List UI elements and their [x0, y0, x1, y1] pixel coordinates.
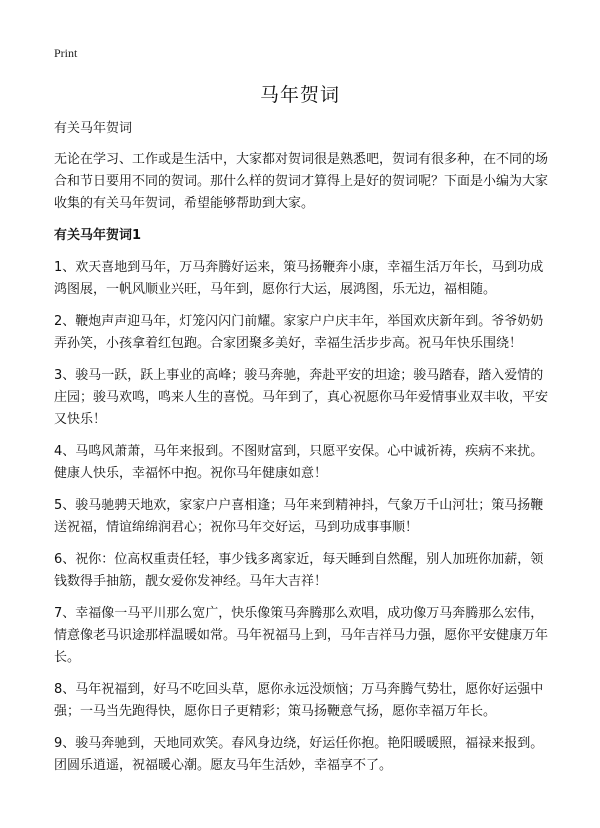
- page-title: 马年贺词: [259, 84, 340, 106]
- greeting-paragraph-1: 1、欢天喜地到马年，万马奔腾好运来，策马扬鞭奔小康，幸福生活万年长，马到功成鸿图展，一帆风顺业兴旺，马年到，愿你行大运，展鸿图，乐无边，福相随。: [54, 260, 544, 297]
- article-body: [54, 118, 554, 787]
- article-subtitle: 有关马年贺词: [54, 121, 133, 136]
- greeting-paragraph-7: 7、幸福像一马平川那么宽广，快乐像策马奔腾那么欢唱，成功像万马奔腾那么宏伟，情意像老马识途那样温暖如常。马年祝福马上到，马年吉祥马力强，愿你平安健康万年长。: [54, 606, 549, 665]
- section-heading: 有关马年贺词1: [54, 228, 142, 243]
- greeting-paragraph-4: 4、马鸣风萧萧，马年来报到。不图财富到，只愿平安保。心中诚祈祷，疾病不来扰。健康人快乐，幸福怀中抱。祝你马年健康如意！: [54, 444, 544, 481]
- greeting-paragraph-9: 9、骏马奔驰到，天地同欢笑。春风身边绕，好运任你抱。艳阳暖暖照，福禄来报到。团圆乐逍遥，祝福暖心潮。愿友马年生活妙，幸福享不了。: [54, 736, 544, 773]
- greeting-paragraph-5: 5、骏马驰骋天地欢，家家户户喜相逢；马年来到精神抖，气象万千山河壮；策马扬鞭送祝福，情谊绵绵润君心；祝你马年交好运，马到功成事事顺！: [54, 498, 544, 535]
- print-link[interactable]: Print: [54, 46, 78, 60]
- greeting-paragraph-6: 6、祝你：位高权重责任轻，事少钱多离家近，每天睡到自然醒，别人加班你加薪，领钱数得手抽筋，靓女爱你发神经。马年大吉祥！: [54, 552, 544, 589]
- intro-paragraph: 无论在学习、工作或是生活中，大家都对贺词很是熟悉吧，贺词有很多种，在不同的场合和节日要用不同的贺词。那什么样的贺词才算得上是好的贺词呢？下面是小编为大家收集的有关马年贺词，希望能够帮助到大家。: [54, 152, 549, 211]
- greeting-paragraph-8: 8、马年祝福到，好马不吃回头草，愿你永远没烦恼；万马奔腾气势壮，愿你好运强中强；一马当先跑得快，愿你日子更精彩；策马扬鞭意气扬，愿你幸福万年长。: [54, 682, 544, 719]
- greeting-paragraph-3: 3、骏马一跃，跃上事业的高峰；骏马奔驰，奔赴平安的坦途；骏马踏春，踏入爱情的庄园；骏马欢鸣，鸣来人生的喜悦。马年到了，真心祝愿你马年爱情事业双丰收，平安又快乐！: [54, 368, 549, 427]
- greeting-paragraph-2: 2、鞭炮声声迎马年，灯笼闪闪门前耀。家家户户庆丰年，举国欢庆新年到。爷爷奶奶弄孙笑，小孩拿着红包跑。合家团聚多美好，幸福生活步步高。祝马年快乐围绕！: [54, 314, 544, 351]
